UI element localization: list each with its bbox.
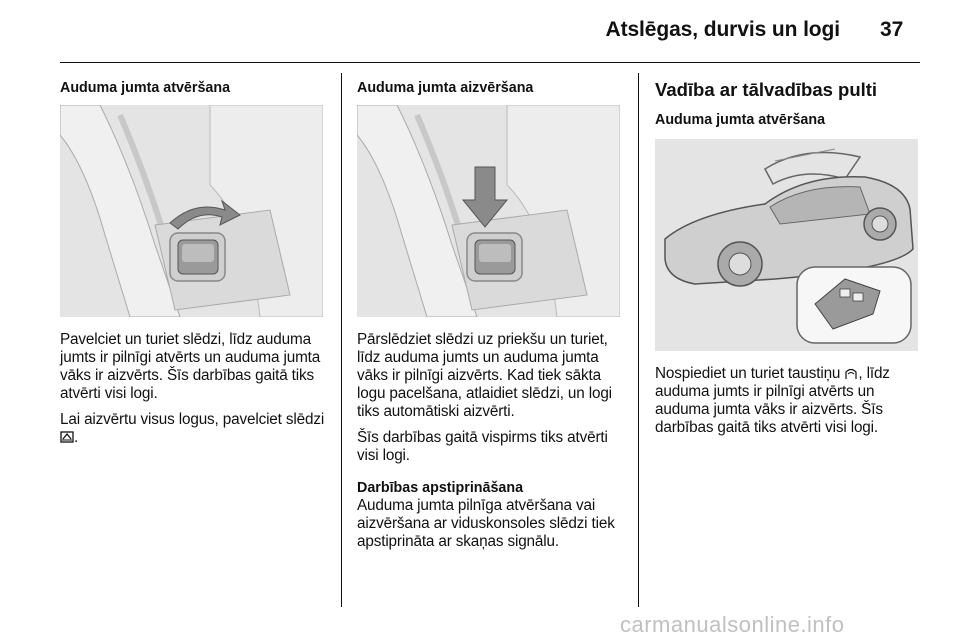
- column-3: [655, 79, 921, 437]
- column-divider-2: [638, 73, 639, 607]
- console-switch-illustration: [60, 105, 323, 317]
- page-header-title: Atslēgas, durvis un logi: [605, 18, 840, 41]
- column-2: [357, 79, 623, 551]
- column-1: [60, 79, 326, 447]
- paragraph: Pavelciet un turiet slēdzi, līdz auduma jumts ir pilnīgi atvērts un auduma jumta vāks ir aizvērts. Šīs darbības gaitā tiks atvērti visi logi.: [60, 331, 321, 402]
- car-remote-illustration: [655, 139, 918, 351]
- paragraph: Šīs darbības gaitā vispirms tiks atvērti visi logi.: [357, 429, 608, 464]
- paragraph: Pārslēdziet slēdzi uz priekšu un turiet, līdz auduma jumts un auduma jumta vāks ir pilnīgi aizvērts. Kad tiek sākta logu pacelšana, atlaidiet slēdzi, un logi tiks automātiski aizvērti.: [357, 331, 612, 420]
- watermark: carmanualsonline.info: [620, 612, 845, 637]
- paragraph-with-icon: Nospiediet un turiet taustiņu , līdz auduma jumts ir pilnīgi atvērts un auduma jumta vāks ir aizvērts. Šīs darbības gaitā tiks atvērti visi logi.: [655, 365, 890, 436]
- paragraph-with-icon: Lai aizvērtu visus logus, pavelciet slēdzi .: [60, 411, 325, 446]
- section-heading: Auduma jumta aizvēršana: [357, 80, 534, 96]
- section-heading: Auduma jumta atvēršana: [60, 80, 231, 96]
- console-switch-close-illustration: [357, 105, 620, 317]
- window-switch-icon: [60, 430, 74, 444]
- page-number: 37: [880, 18, 904, 41]
- subheading: Auduma jumta atvēršana: [655, 112, 826, 128]
- section-heading: Vadība ar tālvadības pulti: [655, 79, 878, 100]
- paragraph: Auduma jumta pilnīga atvēršana vai aizvēršana ar viduskonsoles slēdzi tiek apstiprināta ar skaņas signālu.: [357, 497, 615, 550]
- column-divider-1: [341, 73, 342, 607]
- subheading: Darbības apstiprināšana: [357, 480, 524, 496]
- header-divider: [60, 62, 920, 63]
- key-roof-icon: [844, 366, 858, 380]
